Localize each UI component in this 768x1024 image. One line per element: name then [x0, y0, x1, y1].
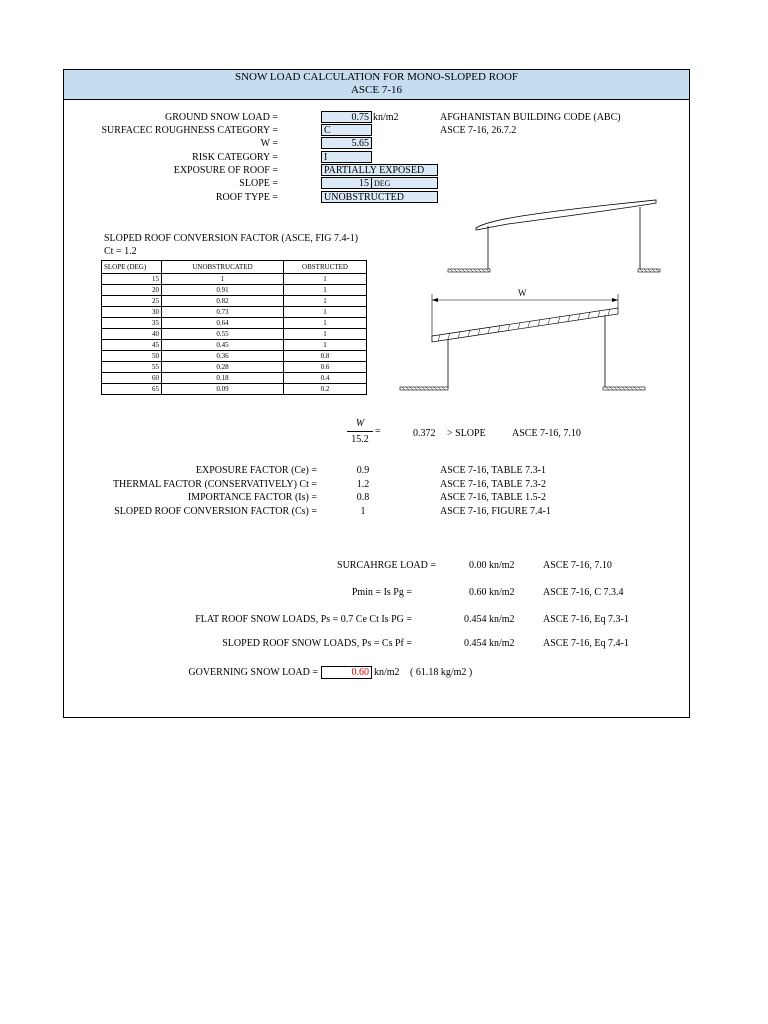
table-row: [102, 340, 367, 351]
calculation-sheet: [63, 69, 690, 718]
slope-cell: 65: [102, 384, 162, 395]
slope-cell: 15: [102, 274, 162, 285]
obstructed-cell: 1: [284, 318, 367, 329]
flat-roof-load-label: FLAT ROOF SNOW LOADS, Ps = 0.7 Ce Ct Is PG =: [195, 614, 412, 625]
thermal-factor-value: 1.2: [356, 479, 370, 490]
conversion-table: [101, 260, 367, 395]
roof-type-input[interactable]: UNOBSTRUCTED: [321, 191, 438, 203]
sloped-roof: [432, 308, 618, 342]
sheet-title: SNOW LOAD CALCULATION FOR MONO-SLOPED ROOF: [234, 71, 519, 83]
sloped-roof-load-label: SLOPED ROOF SNOW LOADS, Ps = Cs Pf =: [222, 638, 412, 649]
roughness-ref: ASCE 7-16, 26.7.2: [440, 125, 517, 136]
col-header-unobstructed: UNOBSTRUCATED: [162, 261, 284, 274]
obstructed-cell: 0.2: [284, 384, 367, 395]
unobstructed-cell: 0.28: [162, 362, 284, 373]
sloped-roof-load-ref: ASCE 7-16, Eq 7.4-1: [543, 638, 629, 649]
table-row: [102, 285, 367, 296]
table-row: [102, 296, 367, 307]
ratio-denominator: 15.2: [351, 434, 369, 445]
table-row: [102, 373, 367, 384]
ratio-numerator: W: [355, 418, 365, 429]
exposure-label: EXPOSURE OF ROOF =: [173, 165, 278, 176]
table-row: [102, 384, 367, 395]
roughness-label: SURFACEC ROUGHNESS CATEGORY =: [101, 125, 278, 136]
slope-label: SLOPE =: [239, 178, 278, 189]
governing-load-value[interactable]: 0.60: [321, 666, 372, 679]
table-row: [102, 362, 367, 373]
ct-value: Ct = 1.2: [104, 246, 137, 257]
col-header-slope: SLOPE (DEG): [102, 261, 162, 274]
table-row: [102, 318, 367, 329]
slope-input[interactable]: 15: [321, 177, 372, 189]
conversion-factor-value: 1: [360, 506, 366, 517]
snow-drift-shape: [476, 200, 656, 230]
ratio-compare: > SLOPE: [447, 428, 486, 439]
slope-cell: 35: [102, 318, 162, 329]
importance-factor-label: IMPORTANCE FACTOR (Is) =: [187, 492, 317, 503]
slope-cell: 30: [102, 307, 162, 318]
obstructed-cell: 1: [284, 340, 367, 351]
unobstructed-cell: 0.18: [162, 373, 284, 384]
slope-cell: 40: [102, 329, 162, 340]
slope-unit: DEG: [371, 177, 438, 189]
conversion-title: SLOPED ROOF CONVERSION FACTOR (ASCE, FIG 7.4-1): [104, 233, 359, 244]
surcharge-load-ref: ASCE 7-16, 7.10: [543, 560, 612, 571]
slope-cell: 45: [102, 340, 162, 351]
unobstructed-cell: 0.64: [162, 318, 284, 329]
governing-load-unit: kn/m2: [374, 667, 400, 678]
unobstructed-cell: 0.09: [162, 384, 284, 395]
table-row: [102, 274, 367, 285]
slope-cell: 55: [102, 362, 162, 373]
pmin-ref: ASCE 7-16, C 7.3.4: [543, 587, 624, 598]
w-dimension-label: W: [518, 288, 527, 298]
unobstructed-cell: 0.36: [162, 351, 284, 362]
unobstructed-cell: 0.73: [162, 307, 284, 318]
sheet-header: [64, 70, 689, 100]
slope-cell: 50: [102, 351, 162, 362]
obstructed-cell: 1: [284, 285, 367, 296]
exposure-factor-ref: ASCE 7-16, TABLE 7.3-1: [440, 465, 546, 476]
roof-snow-diagram: [448, 190, 660, 278]
table-row: [102, 307, 367, 318]
obstructed-cell: 1: [284, 307, 367, 318]
thermal-factor-ref: ASCE 7-16, TABLE 7.3-2: [440, 479, 546, 490]
unobstructed-cell: 0.82: [162, 296, 284, 307]
slope-cell: 25: [102, 296, 162, 307]
pmin-value: 0.60 kn/m2: [469, 587, 515, 598]
importance-factor-value: 0.8: [356, 492, 370, 503]
conversion-factor-label: SLOPED ROOF CONVERSION FACTOR (Cs) =: [114, 506, 317, 517]
governing-load-label: GOVERNING SNOW LOAD =: [188, 667, 318, 678]
obstructed-cell: 1: [284, 296, 367, 307]
risk-category-input[interactable]: I: [321, 151, 372, 163]
flat-roof-load-ref: ASCE 7-16, Eq 7.3-1: [543, 614, 629, 625]
table-row: [102, 329, 367, 340]
table-row: [102, 351, 367, 362]
obstructed-cell: 1: [284, 329, 367, 340]
sloped-roof-load-value: 0.454 kn/m2: [464, 638, 515, 649]
w-input[interactable]: 5.65: [321, 137, 372, 149]
slope-cell: 60: [102, 373, 162, 384]
obstructed-cell: 0.8: [284, 351, 367, 362]
unobstructed-cell: 1: [162, 274, 284, 285]
obstructed-cell: 0.4: [284, 373, 367, 384]
ground-snow-load-ref: AFGHANISTAN BUILDING CODE (ABC): [440, 112, 621, 123]
thermal-factor-label: THERMAL FACTOR (CONSERVATIVELY) Ct =: [112, 479, 317, 490]
unobstructed-cell: 0.55: [162, 329, 284, 340]
ground-snow-load-input[interactable]: 0.75: [321, 111, 372, 123]
ground-snow-load-label: GROUND SNOW LOAD =: [165, 112, 278, 123]
exposure-input[interactable]: PARTIALLY EXPOSED: [321, 164, 438, 176]
conversion-factor-ref: ASCE 7-16, FIGURE 7.4-1: [440, 506, 551, 517]
surcharge-load-label: SURCAHRGE LOAD =: [337, 560, 436, 571]
ratio-equals: =: [375, 426, 381, 437]
ratio-value: 0.372: [413, 428, 436, 439]
flat-roof-load-value: 0.454 kn/m2: [464, 614, 515, 625]
risk-category-label: RISK CATEGORY =: [192, 152, 278, 163]
obstructed-cell: 0.6: [284, 362, 367, 373]
unobstructed-cell: 0.91: [162, 285, 284, 296]
surcharge-load-value: 0.00 kn/m2: [469, 560, 515, 571]
slope-cell: 20: [102, 285, 162, 296]
ground-snow-load-unit: kn/m2: [373, 112, 399, 123]
roof-type-label: ROOF TYPE =: [215, 192, 278, 203]
ratio-ref: ASCE 7-16, 7.10: [512, 428, 581, 439]
fraction-bar: [347, 431, 373, 432]
pmin-label: Pmin = Is Pg =: [351, 587, 412, 598]
w-label: W =: [260, 138, 278, 149]
exposure-factor-value: 0.9: [356, 465, 370, 476]
obstructed-cell: 1: [284, 274, 367, 285]
exposure-factor-label: EXPOSURE FACTOR (Ce) =: [195, 465, 317, 476]
governing-load-kg-note: ( 61.18 kg/m2 ): [410, 667, 473, 678]
importance-factor-ref: ASCE 7-16, TABLE 1.5-2: [440, 492, 546, 503]
col-header-obstructed: OBSTRUCTED: [284, 261, 367, 274]
unobstructed-cell: 0.45: [162, 340, 284, 351]
roof-slope-diagram: [400, 284, 660, 396]
table-header-row: [102, 261, 367, 274]
roughness-input[interactable]: C: [321, 124, 372, 136]
sheet-subtitle: ASCE 7-16: [350, 84, 403, 96]
